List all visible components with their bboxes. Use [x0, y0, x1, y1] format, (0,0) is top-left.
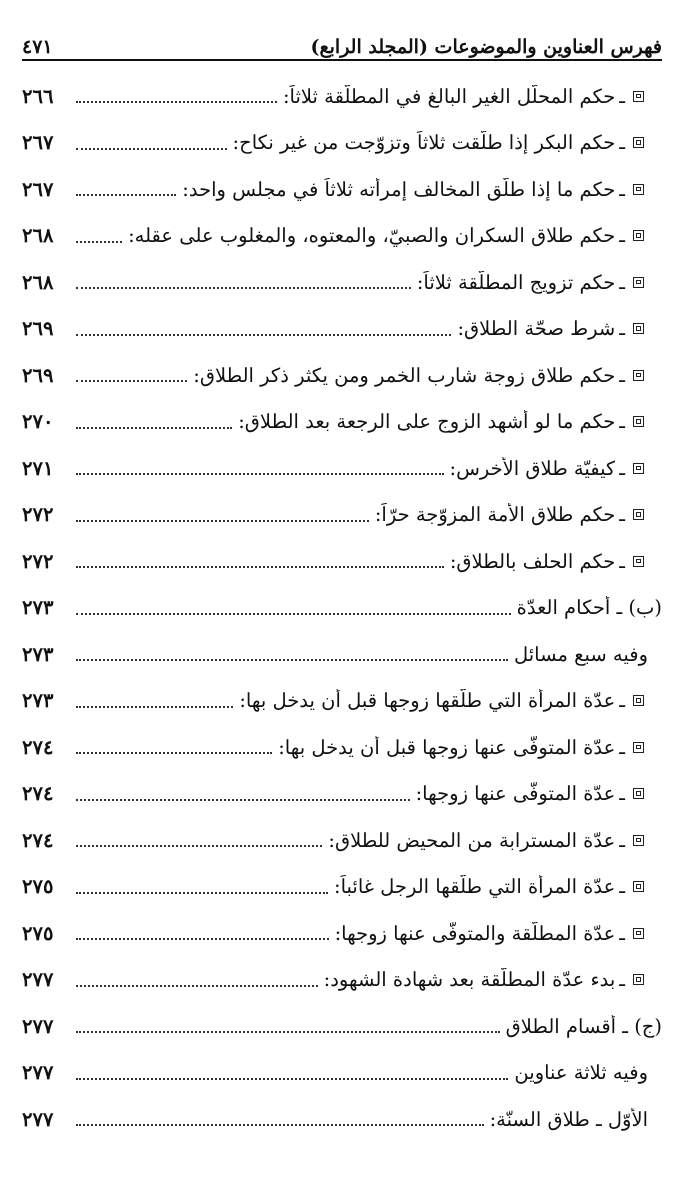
toc-entry — [22, 492, 662, 539]
dot-leader — [76, 194, 176, 196]
entry-dash: ـ — [619, 410, 625, 434]
entry-dash: ـ — [619, 317, 625, 341]
toc-entry — [22, 1050, 662, 1097]
dot-leader — [76, 241, 122, 243]
square-bullet-icon — [633, 788, 644, 799]
toc-entry — [22, 538, 662, 585]
entry-dash: ـ — [619, 968, 625, 992]
toc-entry-page: ٢٧٧ — [22, 1061, 54, 1085]
toc-entry-page: ٢٦٧ — [22, 131, 54, 155]
toc-entry-page: ٢٧٤ — [22, 782, 54, 806]
toc-entry — [22, 631, 662, 678]
toc-entry — [22, 771, 662, 818]
page-number: ٤٧١ — [22, 36, 53, 58]
toc-entry-page: ٢٧٣ — [22, 642, 54, 666]
toc-entry-title: حكم طلاق الأمة المزوّجة حرّاً: — [374, 503, 616, 527]
toc-entry-page: ٢٧٧ — [22, 1014, 54, 1038]
square-bullet-icon — [633, 137, 644, 148]
dot-leader — [76, 380, 187, 382]
toc-entry-title: حكم المحلّل الغير البالغ في المطلّقة ثلاثاً: — [282, 84, 616, 108]
toc-entry — [22, 817, 662, 864]
dot-leader — [76, 566, 444, 568]
dot-leader — [76, 148, 227, 150]
entry-dash: ـ — [619, 270, 625, 294]
toc-entry-title: وفيه سبع مسائل — [513, 642, 648, 666]
dot-leader — [76, 706, 233, 708]
dot-leader — [76, 1031, 500, 1033]
toc-entry — [22, 445, 662, 492]
entry-dash: ـ — [619, 828, 625, 852]
running-title: فهرس العناوين والموضوعات (المجلد الرابع) — [310, 36, 662, 58]
toc-entry — [22, 678, 662, 725]
entry-dash: ـ — [619, 921, 625, 945]
entry-dash: ـ — [619, 735, 625, 759]
toc-entry — [22, 1003, 662, 1050]
square-bullet-icon — [633, 974, 644, 985]
square-bullet-icon — [633, 184, 644, 195]
dot-leader — [76, 985, 318, 987]
header-rule — [22, 59, 662, 61]
toc-entry-title: وفيه ثلاثة عناوين — [514, 1061, 648, 1085]
toc-entry-page: ٢٧١ — [22, 456, 54, 480]
toc-entry-title: كيفيّة طلاق الأخرس: — [449, 456, 616, 480]
toc-entry-title: شرط صحّة الطلاق: — [457, 317, 616, 341]
toc-entry-title: عدّة المتوفّى عنها زوجها: — [415, 782, 616, 806]
toc-entry — [22, 910, 662, 957]
toc-entry — [22, 166, 662, 213]
toc-entry — [22, 306, 662, 353]
toc-entry-page: ٢٦٩ — [22, 363, 54, 387]
toc-entry-page: ٢٧٣ — [22, 689, 54, 713]
entry-dash: ـ — [619, 689, 625, 713]
dot-leader — [76, 101, 277, 103]
dot-leader — [76, 287, 411, 289]
toc-entry-page: ٢٧٠ — [22, 410, 54, 434]
toc-entry — [22, 73, 662, 120]
dot-leader — [76, 752, 272, 754]
dot-leader — [76, 799, 410, 801]
toc-entry-page: ٢٧٤ — [22, 735, 54, 759]
entry-dash: ـ — [619, 84, 625, 108]
toc-entry-title: حكم طلاق السكران والصبيّ، والمعتوه، والمغلوب على عقله: — [128, 224, 616, 248]
toc-entry-title: (ب) ـ أحكام العدّة — [516, 596, 662, 620]
toc-entry-title: عدّة المسترابة من المحيض للطلاق: — [328, 828, 616, 852]
toc-entry-title: (ج) ـ أقسام الطلاق — [505, 1014, 662, 1038]
toc-page — [22, 0, 662, 1180]
square-bullet-icon — [633, 928, 644, 939]
entry-dash: ـ — [619, 224, 625, 248]
square-bullet-icon — [633, 742, 644, 753]
square-bullet-icon — [633, 463, 644, 474]
toc-entry-title: عدّة المرأة التي طلّقها زوجها قبل أن يدخل بها: — [239, 689, 616, 713]
toc-entry — [22, 957, 662, 1004]
toc-entry-title: عدّة المتوفّى عنها زوجها قبل أن يدخل بها: — [278, 735, 616, 759]
toc-entry-page: ٢٧٥ — [22, 921, 54, 945]
square-bullet-icon — [633, 91, 644, 102]
entry-dash: ـ — [619, 875, 625, 899]
toc-entry-page: ٢٦٨ — [22, 270, 54, 294]
toc-entry — [22, 213, 662, 260]
dot-leader — [76, 334, 451, 336]
dot-leader — [76, 1078, 508, 1080]
square-bullet-icon — [633, 881, 644, 892]
toc-entry-title: حكم ما إذا طلّق المخالف إمرأته ثلاثاً في مجلس واحد: — [182, 177, 616, 201]
square-bullet-icon — [633, 695, 644, 706]
toc-entry-title: حكم الحلف بالطلاق: — [449, 549, 616, 573]
toc-entry-page: ٢٧٧ — [22, 968, 54, 992]
toc-entry-page: ٢٧٢ — [22, 549, 54, 573]
toc-entry — [22, 864, 662, 911]
toc-entry-page: ٢٧٤ — [22, 828, 54, 852]
toc-entry-page: ٢٧٧ — [22, 1107, 54, 1131]
toc-entry-title: حكم ما لو أشهد الزوج على الرجعة بعد الطلاق: — [238, 410, 616, 434]
dot-leader — [76, 473, 444, 475]
square-bullet-icon — [633, 230, 644, 241]
dot-leader — [76, 520, 369, 522]
entry-dash: ـ — [619, 782, 625, 806]
square-bullet-icon — [633, 509, 644, 520]
toc-entry-title: حكم البكر إذا طلّقت ثلاثاً وتزوّجت من غير نكاح: — [232, 131, 616, 155]
square-bullet-icon — [633, 556, 644, 567]
square-bullet-icon — [633, 277, 644, 288]
square-bullet-icon — [633, 370, 644, 381]
dot-leader — [76, 938, 329, 940]
entry-dash: ـ — [619, 363, 625, 387]
toc-entry — [22, 120, 662, 167]
dot-leader — [76, 613, 511, 615]
page-header — [22, 22, 662, 58]
toc-entry-title: عدّة المطلّقة والمتوفّى عنها زوجها: — [334, 921, 616, 945]
entry-dash: ـ — [619, 549, 625, 573]
square-bullet-icon — [633, 835, 644, 846]
dot-leader — [76, 892, 328, 894]
dot-leader — [76, 427, 232, 429]
entry-dash: ـ — [619, 503, 625, 527]
entry-dash: ـ — [619, 177, 625, 201]
toc-entry-title: حكم طلاق زوجة شارب الخمر ومن يكثر ذكر الطلاق: — [193, 363, 616, 387]
toc-entry-page: ٢٦٧ — [22, 177, 54, 201]
toc-entry-page: ٢٧٥ — [22, 875, 54, 899]
toc-entry — [22, 399, 662, 446]
toc-entry — [22, 724, 662, 771]
toc-entry — [22, 352, 662, 399]
toc-entry — [22, 1096, 662, 1143]
square-bullet-icon — [633, 323, 644, 334]
toc-entry — [22, 585, 662, 632]
toc-entry-title: الأوّل ـ طلاق السنّة: — [489, 1107, 648, 1131]
toc-entry-page: ٢٧٢ — [22, 503, 54, 527]
toc-entry-page: ٢٦٩ — [22, 317, 54, 341]
dot-leader — [76, 845, 322, 847]
toc-entry-page: ٢٦٦ — [22, 84, 54, 108]
toc-entry-title: بدء عدّة المطلّقة بعد شهادة الشهود: — [323, 968, 616, 992]
square-bullet-icon — [633, 416, 644, 427]
entry-dash: ـ — [619, 131, 625, 155]
dot-leader — [76, 659, 508, 661]
toc-entry — [22, 259, 662, 306]
dot-leader — [76, 1124, 484, 1126]
toc-entry-title: عدّة المرأة التي طلّقها الرجل غائباً: — [334, 875, 616, 899]
toc-entry-page: ٢٧٣ — [22, 596, 54, 620]
table-of-contents — [22, 73, 662, 1143]
toc-entry-page: ٢٦٨ — [22, 224, 54, 248]
entry-dash: ـ — [619, 456, 625, 480]
toc-entry-title: حكم تزويج المطلّقة ثلاثاً: — [416, 270, 616, 294]
